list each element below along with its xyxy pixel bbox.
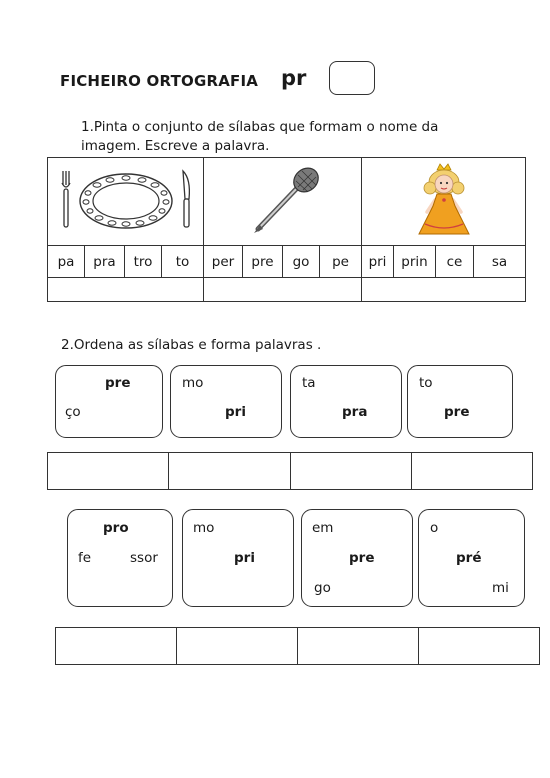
syllable-cell[interactable]: prin (394, 246, 436, 278)
syllable-card: pro fe ssor (67, 509, 173, 607)
answer-row-1 (47, 452, 533, 490)
exercise2-instruction: 2.Ordena as sílabas e forma palavras . (61, 337, 322, 353)
answer-field[interactable] (48, 453, 169, 489)
answer-field[interactable] (56, 628, 177, 664)
exercise1-instruction-line1: 1.Pinta o conjunto de sílabas que formam o nome da (81, 119, 439, 135)
syllable-card: o pré mi (418, 509, 525, 607)
syllable-cell[interactable]: tro (125, 246, 162, 278)
answer-field[interactable] (169, 453, 290, 489)
answer-field[interactable] (419, 628, 539, 664)
answer-cell-plate[interactable] (48, 278, 204, 302)
exercise1-table (47, 157, 526, 302)
syllable-cell[interactable]: go (283, 246, 320, 278)
worksheet-title: FICHEIRO ORTOGRAFIA (60, 72, 259, 90)
answer-field[interactable] (291, 453, 412, 489)
answer-field[interactable] (412, 453, 532, 489)
syllable-card: pre ço (55, 365, 163, 438)
syllable-cell[interactable]: pa (48, 246, 85, 278)
answer-field[interactable] (298, 628, 419, 664)
syllable-cell[interactable]: sa (474, 246, 526, 278)
nail-icon (208, 165, 358, 235)
syllable-card: mo pri (170, 365, 282, 438)
exercise1-instruction-line2: imagem. Escreve a palavra. (81, 138, 270, 154)
plate-icon (51, 165, 201, 235)
title-letters: pr (281, 66, 307, 90)
answer-cell-nail[interactable] (204, 278, 362, 302)
answer-cell-princess[interactable] (362, 278, 526, 302)
syllable-card: mo pri (182, 509, 294, 607)
syllable-card: em pre go (301, 509, 413, 607)
syllable-cell[interactable]: pri (362, 246, 394, 278)
name-box (329, 61, 375, 95)
image-cell-plate (48, 158, 204, 246)
answer-field[interactable] (177, 628, 298, 664)
syllable-cell[interactable]: ce (436, 246, 474, 278)
syllable-cell[interactable]: pre (243, 246, 283, 278)
syllable-card: ta pra (290, 365, 402, 438)
princess-icon (369, 162, 519, 238)
answer-row-2 (55, 627, 540, 665)
image-cell-nail (204, 158, 362, 246)
syllable-cell[interactable]: pra (85, 246, 125, 278)
syllable-cell[interactable]: to (162, 246, 204, 278)
image-cell-princess (362, 158, 526, 246)
syllable-cell[interactable]: pe (320, 246, 362, 278)
syllable-card: to pre (407, 365, 513, 438)
syllable-cell[interactable]: per (204, 246, 243, 278)
